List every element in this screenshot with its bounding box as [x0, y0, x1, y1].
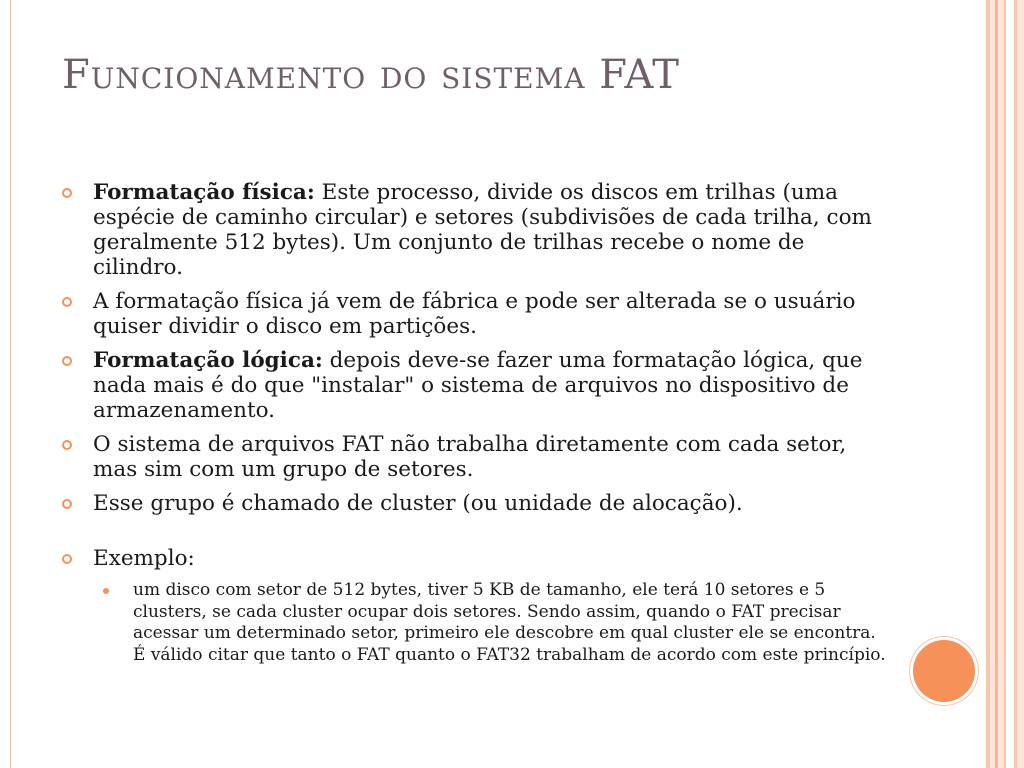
item-text: O sistema de arquivos FAT não trabalha diretamente com cada setor, mas sim com um grupo de setores.	[93, 432, 847, 482]
bullet-icon	[62, 188, 72, 198]
list-item	[62, 348, 892, 423]
slide-title: Funcionamento do sistema FAT	[62, 52, 680, 98]
item-text: Esse grupo é chamado de cluster (ou unidade de alocação).	[93, 491, 743, 516]
bullet-icon	[62, 356, 72, 366]
sub-list-item	[93, 580, 893, 666]
item-text: Exemplo:	[93, 546, 195, 571]
list-item	[62, 491, 892, 516]
list-item	[62, 546, 892, 571]
decorative-circle	[913, 640, 975, 702]
item-text: depois deve-se fazer uma formatação lógica, que nada mais é do que "instalar" o sistema de arquivos no dispositivo de armazenamento.	[93, 348, 863, 423]
decorative-stripes	[980, 0, 1024, 768]
bullet-icon	[62, 440, 72, 450]
bullet-icon	[62, 297, 72, 307]
item-text: A formatação física já vem de fábrica e pode ser alterada se o usuário quiser dividir o disco em partições.	[93, 289, 856, 339]
bullet-icon	[62, 554, 72, 564]
list-item	[62, 432, 892, 482]
sub-bullet-icon	[103, 588, 109, 594]
list-item	[62, 289, 892, 339]
left-border	[0, 0, 11, 768]
bullet-icon	[62, 499, 72, 509]
sub-item-text: um disco com setor de 512 bytes, tiver 5 KB de tamanho, ele terá 10 setores e 5 clusters, se cada cluster ocupar dois setores. Sendo assim, quando o FAT precisar acessar um determinado setor, primeiro ele descobre em qual cluster ele se encontra. É válido citar que tanto o FAT quanto o FAT32 trabalham de acordo com este princípio.	[133, 580, 886, 665]
list-item	[62, 180, 892, 280]
slide-body	[62, 180, 892, 666]
item-lead: Formatação física:	[93, 180, 315, 205]
item-text: Este processo, divide os discos em trilhas (uma espécie de caminho circular) e setores (subdivisões de cada trilha, com geralmente 512 bytes). Um conjunto de trilhas recebe o nome de cilindro.	[93, 180, 872, 280]
item-lead: Formatação lógica:	[93, 348, 323, 373]
